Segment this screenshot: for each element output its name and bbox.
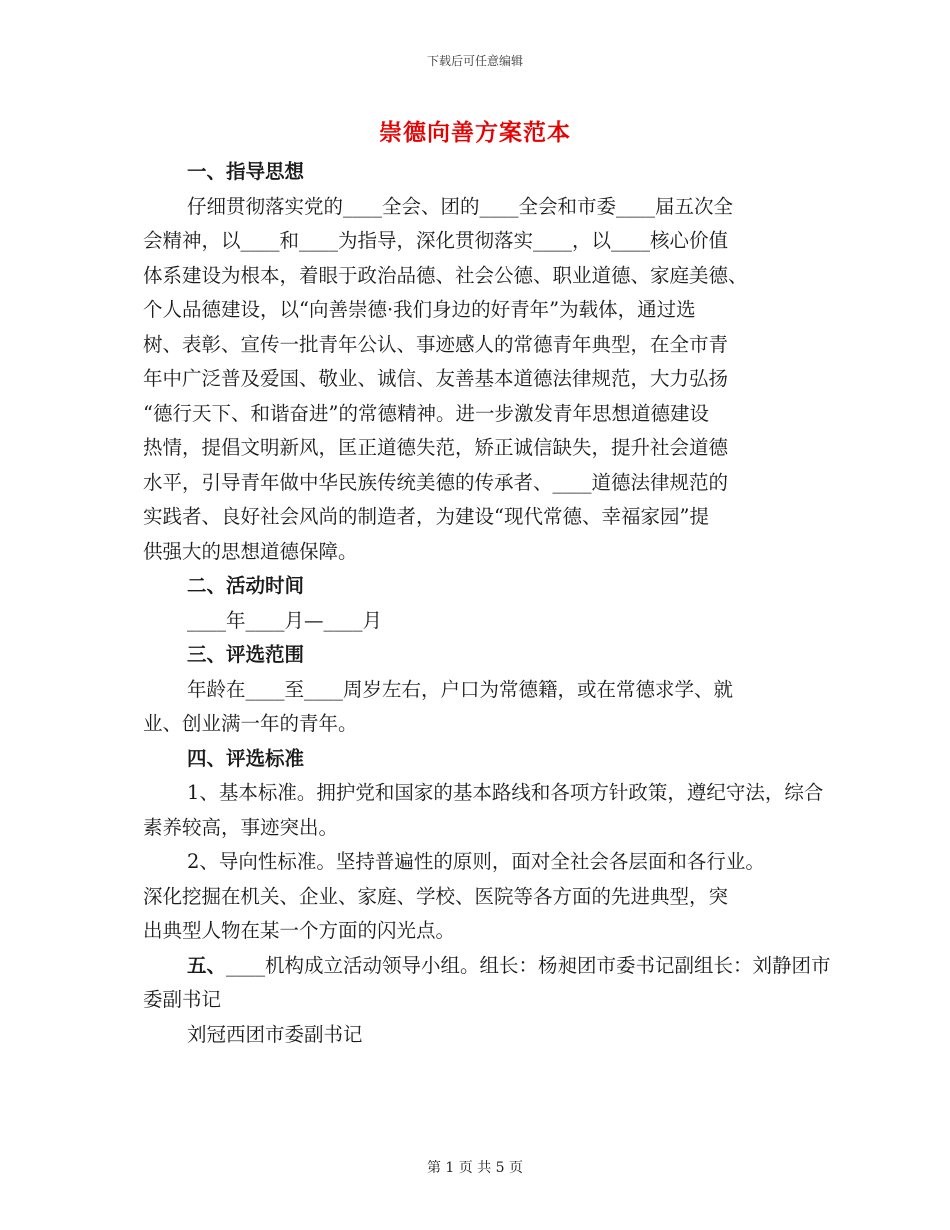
paragraph-line: 供强大的思想道德保障。	[143, 539, 358, 563]
paragraph-line: 体系建设为根本，着眼于政治品德、社会公德、职业道德、家庭美德、	[143, 263, 748, 287]
section-paragraph-guiding-ideology	[143, 190, 833, 570]
leading-group-member: 刘冠西团市委副书记	[187, 1022, 363, 1046]
page-header-note: 下载后可任意编辑	[426, 54, 523, 68]
paragraph-line: 深化挖掘在机关、企业、家庭、学校、医院等各方面的先进典型，突	[143, 884, 729, 908]
paragraph-line: 出典型人物在某一个方面的闪光点。	[143, 919, 456, 942]
activity-time-text: ____年____月—____月	[187, 608, 383, 632]
section-heading-selection-scope: 三、评选范围	[187, 643, 305, 666]
leading-group-text: ____机构成立活动领导小组。组长：杨昶团市委书记副组长：刘静团市委副书记	[143, 953, 831, 1011]
section-heading-selection-criteria: 四、评选标准	[187, 746, 305, 770]
paragraph-line: “德行天下、和谐奋进”的常德精神。进一步激发青年思想道德建设	[143, 401, 709, 425]
paragraph-line: 个人品德建设，以“向善崇德·我们身边的好青年”为载体，通过选	[143, 298, 696, 321]
paragraph-line: 水平，引导青年做中华民族传统美德的传承者、____道德法律规范的	[143, 470, 729, 494]
paragraph-line: 年中广泛普及爱国、敬业、诚信、友善基本道德法律规范，大力弘扬	[143, 367, 729, 390]
document-body	[143, 155, 833, 1052]
paragraph-line: 业、创业满一年的青年。	[143, 712, 358, 735]
section-paragraph-selection-scope	[143, 673, 833, 742]
criteria-item-basic: 1、基本标准。拥护党和国家的基本路线和各项方针政策，遵纪守法，综合素养较高，事迹突出。	[143, 781, 824, 839]
section-paragraph-leading-group	[143, 949, 833, 1018]
paragraph-line: 实践者、良好社会风尚的制造者，为建设“现代常德、幸福家园”提	[143, 505, 709, 528]
section-heading-guiding-ideology: 一、指导思想	[187, 160, 305, 183]
paragraph-line: 会精神，以____和____为指导，深化贯彻落实____，以____核心价值	[143, 229, 729, 252]
paragraph-line: 2、导向性标准。坚持普遍性的原则，面对全社会各层面和各行业。	[187, 850, 765, 873]
criteria-item-guidance	[143, 845, 833, 949]
document-title: 崇德向善方案范本	[379, 119, 571, 146]
paragraph-line: 年龄在____至____周岁左右，户口为常德籍，或在常德求学、就	[187, 677, 734, 701]
paragraph-line: 热情，提倡文明新风，匡正道德失范，矫正诚信缺失，提升社会道德	[143, 436, 729, 459]
section-heading-activity-time: 二、活动时间	[187, 574, 305, 597]
page-footer-number: 第 1 页 共 5 页	[426, 1160, 524, 1176]
paragraph-line: 树、表彰、宣传一批青年公认、事迹感人的常德青年典型，在全市青	[143, 332, 729, 356]
paragraph-line: 仔细贯彻落实党的____全会、团的____全会和市委____届五次全	[187, 194, 734, 218]
section-heading-leading-group: 五、	[187, 953, 227, 977]
